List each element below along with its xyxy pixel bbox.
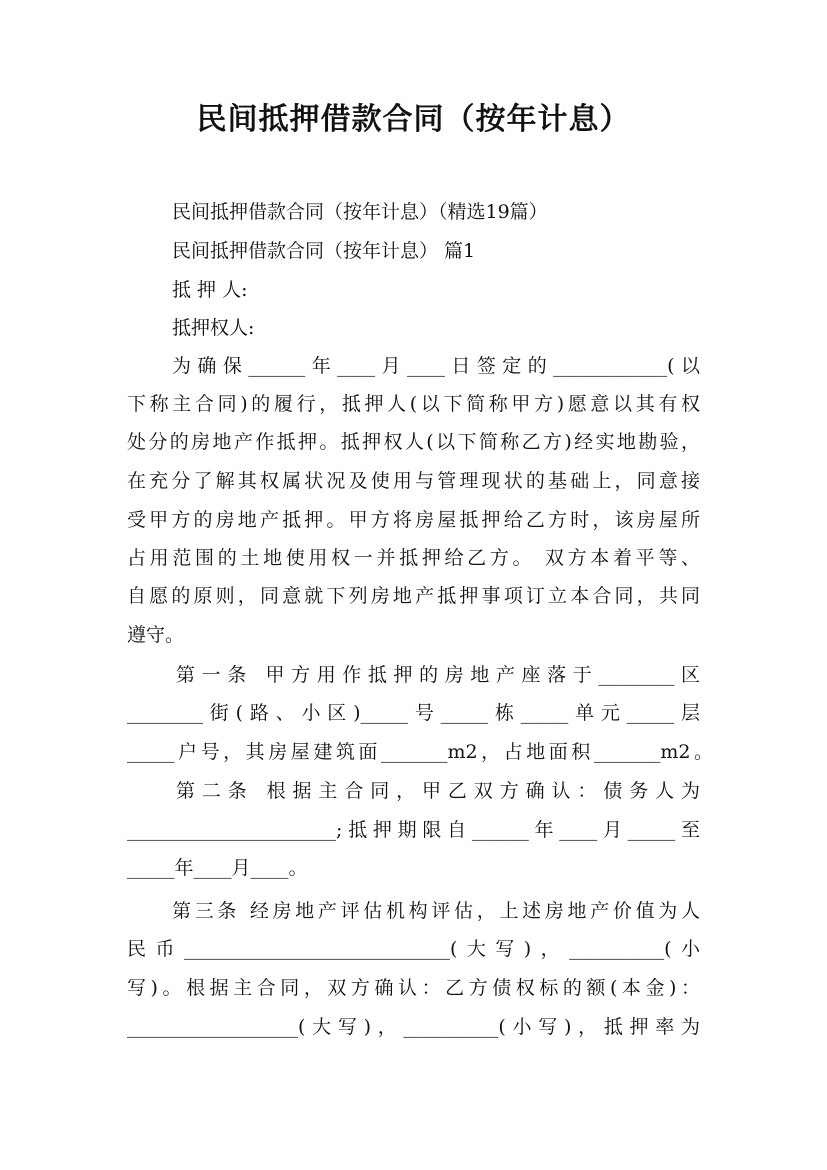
paragraph-line: 自愿的原则，同意就下列房地产抵押事项订立本合同，共同 bbox=[127, 585, 700, 607]
document-title: 民间抵押借款合同（按年计息） bbox=[196, 102, 631, 137]
paragraph-line: 占用范围的土地使用权一并抵押给乙方。 双方本着平等、 bbox=[127, 547, 700, 569]
article-3-line: 第三条 经房地产评估机构评估，上述房地产价值为人 bbox=[172, 900, 700, 922]
section-heading-line: 民间抵押借款合同（按年计息） 篇1 bbox=[172, 240, 476, 262]
paragraph-line: 受甲方的房地产抵押。甲方将房屋抵押给乙方时，该房屋所 bbox=[127, 509, 700, 531]
subtitle-line: 民间抵押借款合同（按年计息）（精选19篇） bbox=[172, 201, 548, 223]
article-2-line: ______________________;抵押期限自______年____月_____至 bbox=[127, 819, 700, 841]
paragraph-line: 在充分了解其权属状况及使用与管理现状的基础上，同意接 bbox=[127, 470, 700, 492]
paragraph-line: 下称主合同)的履行，抵押人(以下简称甲方)愿意以其有权 bbox=[127, 393, 700, 415]
article-1-line: _____户号，其房屋建筑面_______m2，占地面积_______m2。 bbox=[127, 741, 713, 763]
paragraph-line: 遵守。 bbox=[127, 624, 185, 646]
article-2-line: _____年____月____。 bbox=[127, 857, 308, 879]
mortgagee-label: 抵押权人: bbox=[172, 317, 255, 339]
article-3-line: 写)。根据主合同，双方确认：乙方债权标的额(本金)： bbox=[127, 977, 700, 999]
article-1-line: ________街(路、小区)_____号_____栋_____单元_____层 bbox=[127, 702, 700, 724]
mortgagor-label: 抵 押 人: bbox=[172, 279, 248, 301]
article-3-line: 民币____________________________(大写)，__________(小 bbox=[127, 938, 700, 960]
paragraph-line: 为确保______年____月____日签定的____________(以 bbox=[172, 355, 700, 377]
article-3-line: __________________(大写)，__________(小写)，抵押率为 bbox=[127, 1016, 700, 1038]
article-1-line: 第一条 甲方用作抵押的房地产座落于________区 bbox=[176, 664, 700, 686]
article-2-line: 第二条 根据主合同，甲乙双方确认：债务人为 bbox=[176, 780, 700, 802]
paragraph-line: 处分的房地产作抵押。抵押权人(以下简称乙方)经实地勘验， bbox=[127, 431, 700, 453]
